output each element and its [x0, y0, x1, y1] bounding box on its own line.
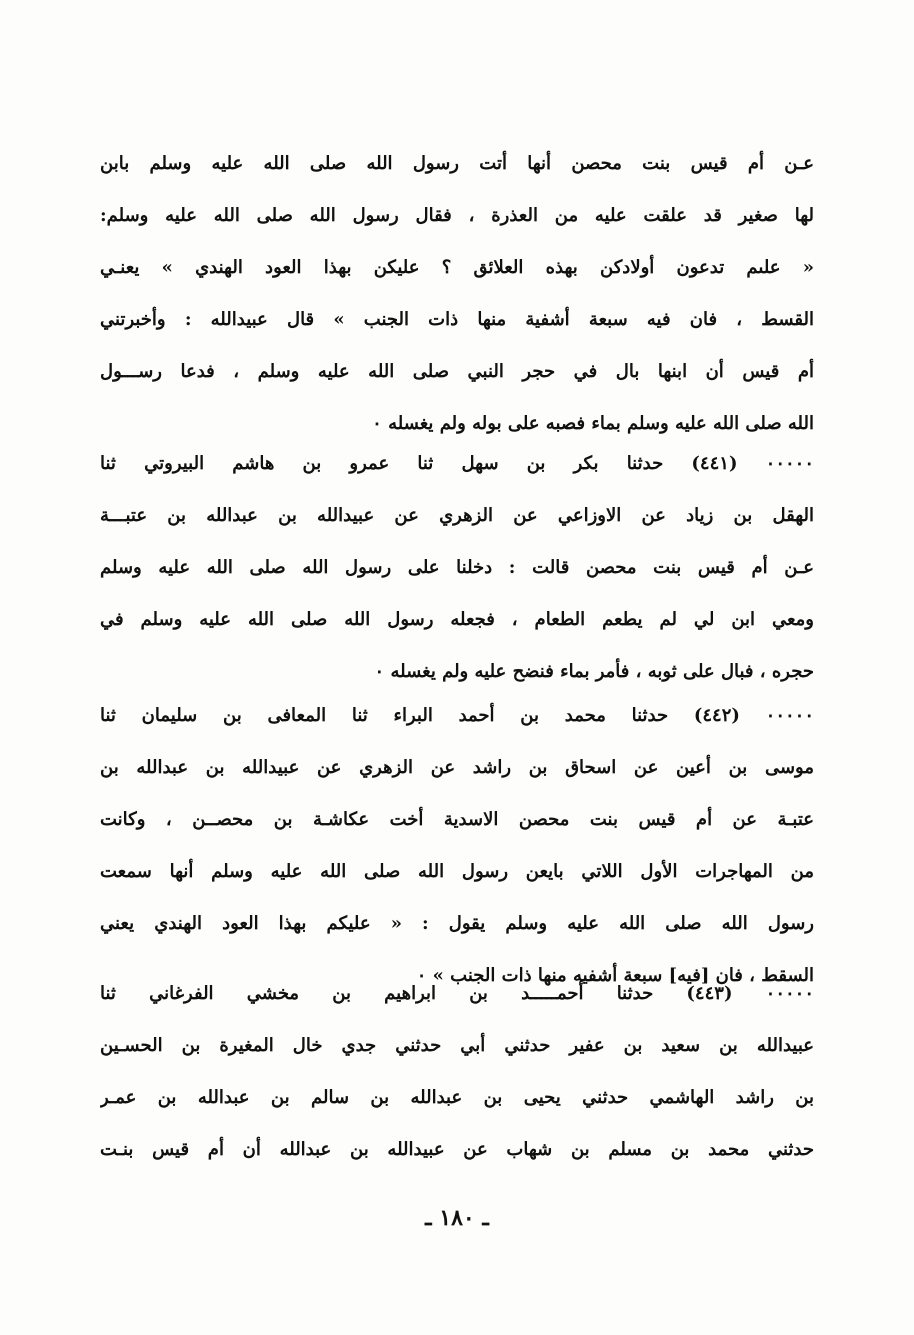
- text-line: القسط ، فان فيه سبعة أشفية منها ذات الجنب » قال عبيدالله : وأخبرتني: [100, 309, 814, 330]
- text-line: ومعي ابن لي لم يطعم الطعام ، فجعله رسول الله صلى الله عليه وسلم في: [100, 609, 814, 630]
- text-line: ٠٠٠٠٠ (٤٤٣) حدثنا أحمـــــد بن ابراهيم بن مخشي الفرغاني ثنا: [100, 983, 814, 1004]
- text-line: عتبـة عن أم قيس بنت محصن الاسدية أخت عكاشـة بن محصــن ، وكانت: [100, 809, 814, 830]
- text-line: الهقل بن زياد عن الاوزاعي عن الزهري عن عبيدالله بن عبدالله بن عتبـــة: [100, 505, 814, 526]
- text-line: عـن أم قيس بنت محصن أنها أتت رسول الله صلى الله عليه وسلم بابن: [100, 153, 814, 174]
- text-line: ٠٠٠٠٠ (٤٤١) حدثنا بكر بن سهل ثنا عمرو بن هاشم البيروتي ثنا: [100, 453, 814, 474]
- text-line: بن راشد الهاشمي حدثني يحيى بن عبدالله بن سالم بن عبدالله بن عمـر: [100, 1087, 814, 1108]
- text-line: أم قيس أن ابنها بال في حجر النبي صلى الله عليه وسلم ، فدعا رســـول: [100, 361, 814, 382]
- text-line: لها صغير قد علقت عليه من العذرة ، فقال رسول الله صلى الله عليه وسلم:: [100, 205, 814, 226]
- text-line: ٠٠٠٠٠ (٤٤٢) حدثنا محمد بن أحمد البراء ثنا المعافى بن سليمان ثنا: [100, 705, 814, 726]
- text-line: من المهاجرات الأول اللاتي بايعن رسول الله صلى الله عليه وسلم أنها سمعت: [100, 861, 814, 882]
- paragraph-4: [100, 968, 814, 1176]
- text-line: « علىم تدعون أولادكن بهذه العلائق ؟ عليكن بهذا العود الهندي » يعنـي: [100, 257, 814, 278]
- paragraph-3: [100, 690, 814, 1002]
- text-line: موسى بن أعين عن اسحاق بن راشد عن الزهري عن عبيدالله بن عبدالله بن: [100, 757, 814, 778]
- paragraph-1: [100, 138, 814, 450]
- text-line: الله صلى الله عليه وسلم بماء فصبه على بوله ولم يغسله ٠: [372, 413, 814, 434]
- text-line: حدثني محمد بن مسلم بن شهاب عن عبيدالله بن عبدالله أن أم قيس بنـت: [100, 1139, 814, 1160]
- page-number: ـ ١٨٠ ـ: [425, 1205, 489, 1231]
- paragraph-2: [100, 438, 814, 698]
- text-line: رسول الله صلى الله عليه وسلم يقول : « عليكم بهذا العود الهندي يعني: [100, 913, 814, 934]
- text-line: حجره ، فبال على ثوبه ، فأمر بماء فنضح عليه ولم يغسله ٠: [374, 661, 814, 682]
- text-line: السقط ، فان [فيه] سبعة أشفيه منها ذات الجنب » ٠: [416, 965, 814, 986]
- text-line: عبيدالله بن سعيد بن عفير حدثني أبي حدثني جدي خال المغيرة بن الحسـين: [100, 1035, 814, 1056]
- text-line: عـن أم قيس بنت محصن قالت : دخلنا على رسول الله صلى الله عليه وسلم: [100, 557, 814, 578]
